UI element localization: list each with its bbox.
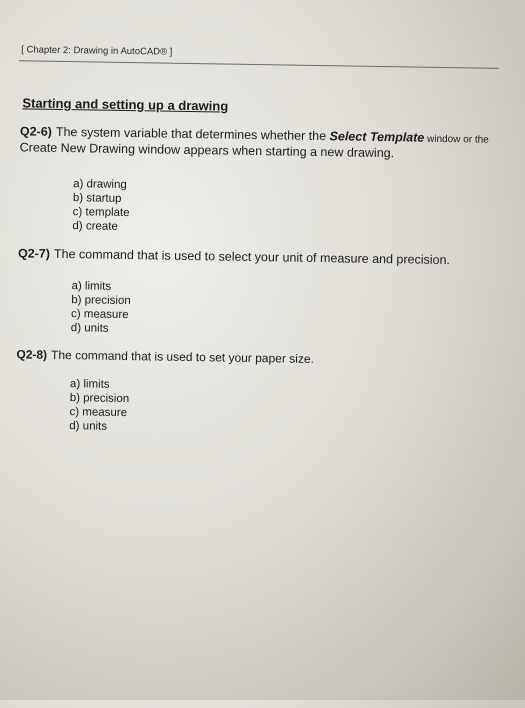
question-2-7 [18, 246, 450, 268]
option: d) units [71, 321, 131, 336]
question-2-6 [20, 124, 500, 163]
option: a) limits [70, 377, 130, 392]
option: b) precision [71, 293, 131, 308]
header-divider [19, 60, 499, 69]
options-2-7 [71, 279, 131, 336]
option: a) drawing [73, 177, 130, 192]
question-number: Q2-6) [20, 124, 52, 139]
option: a) limits [71, 279, 131, 294]
option: c) measure [71, 307, 131, 322]
option: c) measure [69, 405, 129, 420]
option: d) create [72, 219, 129, 234]
chapter-header: [ Chapter 2: Drawing in AutoCAD® ] [21, 44, 172, 57]
question-text-end: window or the [424, 134, 489, 146]
question-emphasis: Select Template [329, 129, 424, 144]
option: b) startup [73, 191, 130, 206]
question-number: Q2-8) [16, 347, 47, 361]
question-text: The system variable that determines whether the [56, 125, 330, 143]
question-number: Q2-7) [18, 246, 50, 261]
question-text: The command that is used to set your paper size. [51, 348, 314, 366]
options-2-6 [72, 177, 130, 234]
question-text: The command that is used to select your unit of measure and precision. [54, 247, 450, 267]
option: b) precision [70, 391, 130, 406]
options-2-8 [69, 377, 129, 434]
option: d) units [69, 419, 129, 434]
question-2-8 [16, 347, 314, 367]
section-title: Starting and setting up a drawing [22, 95, 228, 113]
question-text-line2: Create New Drawing window appears when starting a new drawing. [20, 140, 500, 163]
option: c) template [73, 205, 130, 220]
